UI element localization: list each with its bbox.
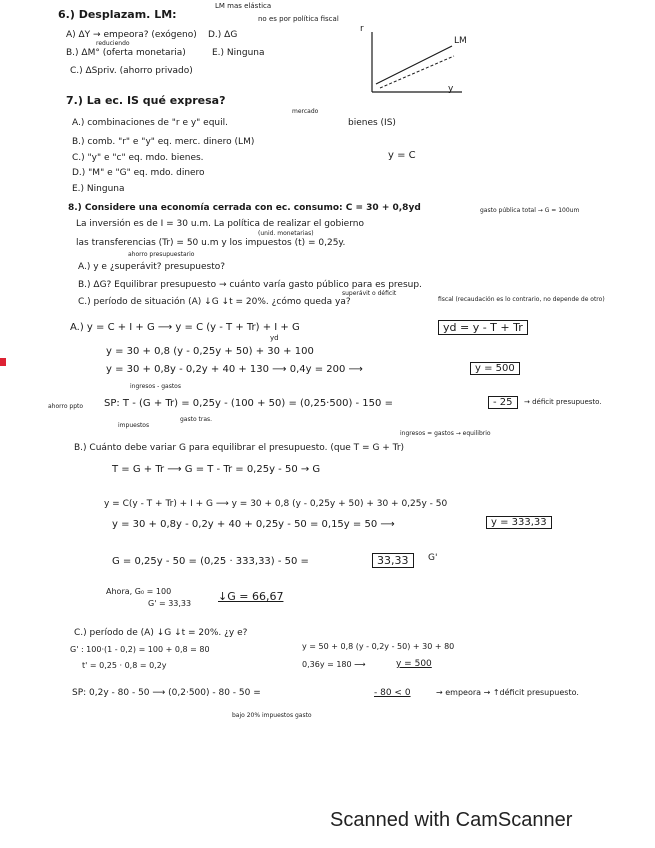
section8-question-c-note: superávit o déficit [342, 290, 397, 297]
section6-option-a: A) ΔY → empeora? (exógeno) [66, 30, 197, 40]
sp-arrow-note: → déficit presupuesto. [524, 398, 602, 406]
section8-line3: las transferencias (Tr) = 50 u.m y los impuestos (t) = 0,25y. [76, 238, 346, 248]
section6-option-c: C.) ΔSpriv. (ahorro privado) [70, 66, 193, 76]
section8-heading: 8.) Considere una economía cerrada con ec. consumo: C = 30 + 0,8yd [68, 203, 421, 213]
section7-side-note: y = C [388, 150, 416, 161]
eq-b-heading: B.) Cuánto debe variar G para equilibrar el presupuesto. (que T = G + Tr) [74, 443, 405, 453]
section8-question-b: B.) ΔG? Equilibrar presupuesto → cuánto varía gasto público para es presup. [78, 280, 422, 290]
section7-option-b: B.) comb. "r" e "y" eq. merc. dinero (LM) [72, 137, 255, 147]
section7-option-d: D.) "M" e "G" eq. mdo. dinero [72, 168, 205, 178]
eq-c-line2: t' = 0,25 · 0,8 = 0,2y [82, 661, 167, 670]
section8-line2: La inversión es de I = 30 u.m. La política de realizar el gobierno [76, 219, 364, 229]
section6-option-b: B.) ΔM° (oferta monetaria) [66, 48, 186, 58]
eq-a-line2: y = 30 + 0,8 (y - 0,25y + 50) + 30 + 100 [106, 346, 314, 357]
eq-c-line4: 0,36y = 180 ⟶ [302, 660, 366, 669]
lm-graph [352, 22, 482, 102]
eq-c-sp-arrow: → empeora → ↑déficit presupuesto. [436, 688, 579, 697]
eq-c-sp: SP: 0,2y - 80 - 50 ⟶ (0,2·500) - 80 - 50 = [72, 688, 261, 698]
eq-a-yd-label: yd [270, 334, 279, 342]
eq-b-line4: G = 0,25y - 50 = (0,25 · 333,33) - 50 = [112, 556, 309, 567]
section7-option-a-note: mercado [292, 108, 319, 115]
eq-b-result: ↓G = 66,67 [218, 590, 284, 603]
section6-option-e: E.) Ninguna [212, 48, 265, 58]
edge-mark [0, 358, 6, 366]
eq-b-line5-pre: Ahora, G₀ = 100 [106, 587, 172, 596]
section8-question-c: C.) período de situación (A) ↓G ↓t = 20%. ¿cómo queda ya? [78, 297, 351, 307]
eq-b-line3: y = 30 + 0,8y - 0,2y + 40 + 0,25y - 50 = 0,15y = 50 ⟶ [112, 519, 395, 530]
section7-option-a: A.) combinaciones de "r e y" equil. [72, 118, 228, 128]
sp-equation: SP: T - (G + Tr) = 0,25y - (100 + 50) = (0,25·500) - 150 = [104, 398, 393, 409]
graph-axis-r: r [360, 24, 364, 34]
section7-option-c: C.) "y" e "c" eq. mdo. bienes. [72, 153, 204, 163]
eq-c-result: y = 500 [396, 659, 432, 669]
eq-a-result-box: y = 500 [470, 362, 520, 375]
section7-option-a-post: bienes (IS) [348, 118, 396, 128]
camscanner-watermark: Scanned with CamScanner [330, 809, 573, 831]
eq-b-line1: T = G + Tr ⟶ G = T - Tr = 0,25y - 50 → G [112, 464, 321, 475]
section8-line2-note: (unid. monetarias) [258, 230, 314, 237]
eq-a-line1: A.) y = C + I + G ⟶ y = C (y - T + Tr) + I + G [70, 322, 300, 333]
graph-axis-y: y [448, 84, 454, 94]
section8-note-right: gasto pública total → G = 100um [480, 207, 580, 214]
section6-note: LM mas elástica [215, 2, 272, 10]
section6-option-a-sub: reduciendo [96, 40, 130, 47]
eq-b-result-box: y = 333,33 [486, 516, 552, 529]
eq-b-g-box: 33,33 [372, 553, 414, 568]
sp-gasto-note: gasto tras. [180, 416, 213, 423]
section7-heading: 7.) La ec. IS qué expresa? [66, 94, 226, 107]
sp-impuestos-note: impuestos [118, 422, 150, 429]
eq-b-line2: y = C(y - T + Tr) + I + G ⟶ y = 30 + 0,8 (y - 0,25y + 50) + 30 + 0,25y - 50 [104, 499, 448, 509]
eq-a-yd-box: yd = y - T + Tr [438, 320, 528, 335]
section6-option-d: D.) ΔG [208, 30, 238, 40]
eq-b-g-tail: G' [428, 553, 438, 563]
eq-c-heading: C.) período de (A) ↓G ↓t = 20%. ¿y e? [74, 628, 248, 638]
section8-question-c-side: fiscal (recaudación es lo contrario, no depende de otro) [438, 296, 605, 303]
sp-result-box: - 25 [488, 396, 518, 409]
eq-c-line3: y = 50 + 0,8 (y - 0,2y - 50) + 30 + 80 [302, 642, 455, 651]
sp-notes: ingresos - gastos [130, 383, 181, 390]
eq-c-sp-result: - 80 < 0 [374, 688, 411, 698]
section6-heading: 6.) Desplazam. LM: [58, 8, 177, 21]
eq-a-line3: y = 30 + 0,8y - 0,2y + 40 + 130 ⟶ 0,4y = 200 ⟶ [106, 364, 363, 375]
eq-b-note: ingresos = gastos → equilibrio [400, 430, 491, 437]
section7-option-e: E.) Ninguna [72, 184, 125, 194]
section6-note2: no es por política fiscal [258, 15, 339, 23]
eq-c-line1: G' : 100·(1 - 0,2) = 100 + 0,8 = 80 [70, 645, 210, 654]
section8-question-a: A.) y e ¿superávit? presupuesto? [78, 262, 226, 272]
eq-c-sp-note: bajo 20% impuestos gasto [232, 712, 312, 719]
eq-b-line5-post: G' = 33,33 [148, 599, 192, 608]
section8-line3-note: ahorro presupuestario [128, 251, 195, 258]
sp-left-note: ahorro ppto [48, 403, 84, 410]
graph-label-lm: LM [454, 36, 467, 46]
